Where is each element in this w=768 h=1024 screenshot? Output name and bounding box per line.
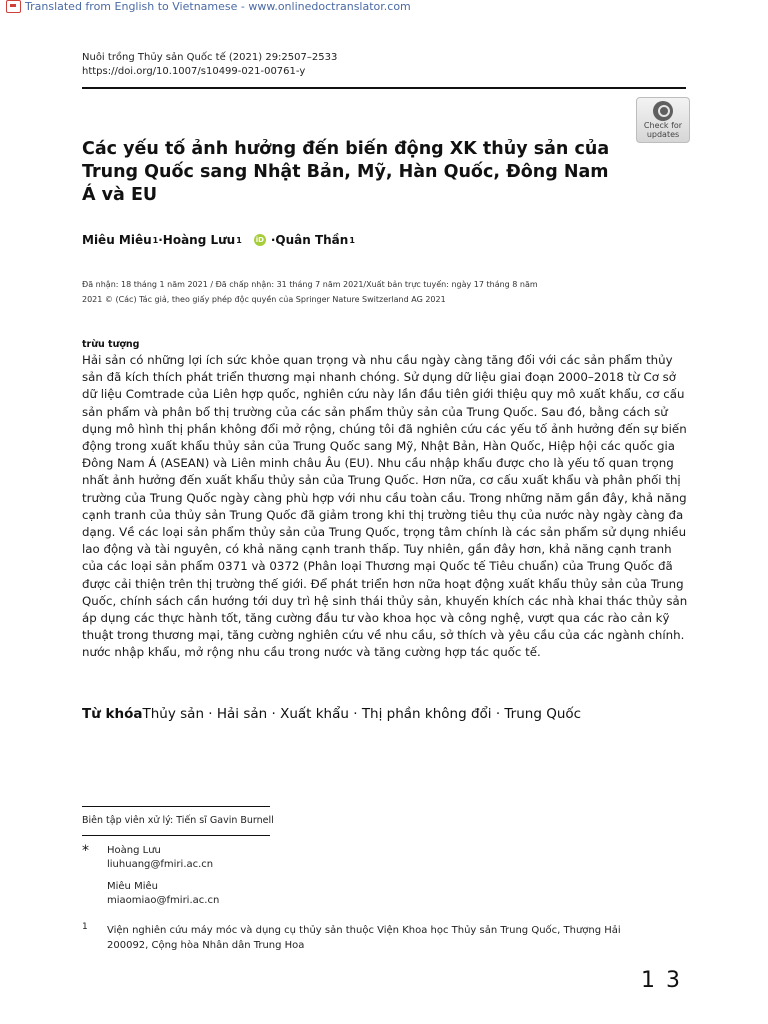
author-affiliation-mark: 1 xyxy=(152,235,159,245)
crossmark-icon xyxy=(653,101,673,121)
author-affiliation-mark: 1 xyxy=(349,235,355,245)
author-name: Hoàng Lưu xyxy=(162,233,236,247)
author-separator: · xyxy=(270,233,276,247)
contact-name: Miêu Miêu xyxy=(107,881,158,892)
dates-line: Đã nhận: 18 tháng 1 năm 2021 / Đã chấp nhận: 31 tháng 7 năm 2021/Xuất bản trực tuyến: ngày 17 tháng 8 năm xyxy=(82,280,538,289)
footnote-rule xyxy=(82,835,270,836)
author-list xyxy=(82,233,355,247)
footnote-rule xyxy=(82,806,270,807)
journal-citation: Nuôi trồng Thủy sản Quốc tế (2021) 29:2507–2533 xyxy=(82,52,338,63)
author-affiliation-mark: 1 xyxy=(236,235,242,245)
contact-entry xyxy=(107,880,219,908)
author-separator: · xyxy=(158,233,163,247)
copyright-line: 2021 © (Các) Tác giả, theo giấy phép độc quyền của Springer Nature Switzerland AG 2021 xyxy=(82,295,446,304)
translation-banner[interactable] xyxy=(6,0,411,13)
translation-banner-text[interactable]: Translated from English to Vietnamese - www.onlinedoctranslator.com xyxy=(25,0,411,13)
document-icon xyxy=(6,0,21,13)
author-name: Quân Thần xyxy=(275,233,349,247)
keywords xyxy=(82,706,581,722)
check-for-text: Check for xyxy=(643,121,683,130)
corresponding-author-mark: * xyxy=(82,843,89,859)
orcid-icon[interactable]: iD xyxy=(255,236,264,244)
author-name: Miêu Miêu xyxy=(82,233,152,247)
updates-text: updates xyxy=(646,130,680,139)
abstract-heading: trừu tượng xyxy=(82,339,140,350)
header-rule xyxy=(82,87,686,89)
doi-link[interactable]: https://doi.org/10.1007/s10499-021-00761-y xyxy=(82,66,306,77)
abstract-text: Hải sản có những lợi ích sức khỏe quan trọng và nhu cầu ngày càng tăng đối với các sản phẩm thủy sản đã kích thích phát triển thương mại nhanh chóng. Sử dụng dữ liệu giai đoạn 2000–2018 từ Cơ sở dữ liệu Comtrade của Liên hợp quốc, nghiên cứu này lần đầu tiên giới thiệu quy mô xuất khẩu, cơ cấu sản phẩm và phân bổ thị trường của các sản phẩm thủy sản của Trung Quốc. Sau đó, bằng cách sử dụng mô hình thị phần không đổi mở rộng, chúng tôi đã nghiên cứu các yếu tố ảnh hưởng đến sự biến động trong xuất khẩu thủy sản của Trung Quốc sang Mỹ, Nhật Bản, Hàn Quốc, Hiệp hội các quốc gia Đông Nam Á (ASEAN) và Liên minh châu Âu (EU). Nhu cầu nhập khẩu được cho là yếu tố quan trọng nhất ảnh hưởng đến xuất khẩu thủy sản của Trung Quốc. Hơn nữa, cơ cấu xuất khẩu và phân phối thị trường của Trung Quốc ngày càng phù hợp với nhu cầu toàn cầu. Trong những năm gần đây, khả năng cạnh tranh của thủy sản Trung Quốc đã giảm trong khi thị trường tiêu thụ của nước này ngày càng đa dạng. Về các loại sản phẩm thủy sản của Trung Quốc, trọng tâm chính là các sản phẩm sử dụng nhiều lao động và tài nguyên, có khả năng cạnh tranh thấp. Tuy nhiên, gần đây hơn, khả năng cạnh tranh của các loại sản phẩm 0371 và 0372 (Phân loại Thương mại Quốc tế Tiêu chuẩn) của Trung Quốc đã được cải thiện trên thị trường thế giới. Để phát triển hơn nữa hoạt động xuất khẩu thủy sản của Trung Quốc, chính sách cần hướng tới duy trì hệ sinh thái thủy sản, khuyến khích các nhà khai thác thủy sản áp dụng các thực hành tốt, tăng cường đầu tư vào khoa học và công nghệ, vượt qua các rào cản kỹ thuật trong thương mại, tăng cường nghiên cứu về nhu cầu, sở thích và yêu cầu của các ngành chính. nước nhập khẩu, mở rộng nhu cầu trong nước và tăng cường hợp tác quốc tế. xyxy=(82,353,688,660)
affiliation-text: Viện nghiên cứu máy móc và dụng cụ thủy sản thuộc Viện Khoa học Thủy sản Trung Quốc, Thượng Hải 200092, Cộng hòa Nhân dân Trung Hoa xyxy=(107,925,621,951)
handling-editor: Biên tập viên xử lý: Tiến sĩ Gavin Burnell xyxy=(82,815,274,826)
affiliation-number: 1 xyxy=(82,922,88,932)
paper-title: Các yếu tố ảnh hưởng đến biến động XK thủy sản của Trung Quốc sang Nhật Bản, Mỹ, Hàn Quốc, Đông Nam Á và EU xyxy=(82,139,610,205)
journal-header xyxy=(82,51,337,79)
springer-logo: 1 3 xyxy=(641,968,682,993)
keywords-label: Từ khóa xyxy=(82,706,143,722)
contact-entry xyxy=(107,844,213,872)
check-for-updates-badge[interactable] xyxy=(636,97,690,143)
article-dates xyxy=(82,277,552,307)
contact-name: Hoàng Lưu xyxy=(107,845,161,856)
contact-email[interactable]: liuhuang@fmiri.ac.cn xyxy=(107,859,214,870)
contact-email[interactable]: miaomiao@fmiri.ac.cn xyxy=(107,895,220,906)
keywords-text: Thủy sản · Hải sản · Xuất khẩu · Thị phần không đổi · Trung Quốc xyxy=(142,706,582,722)
